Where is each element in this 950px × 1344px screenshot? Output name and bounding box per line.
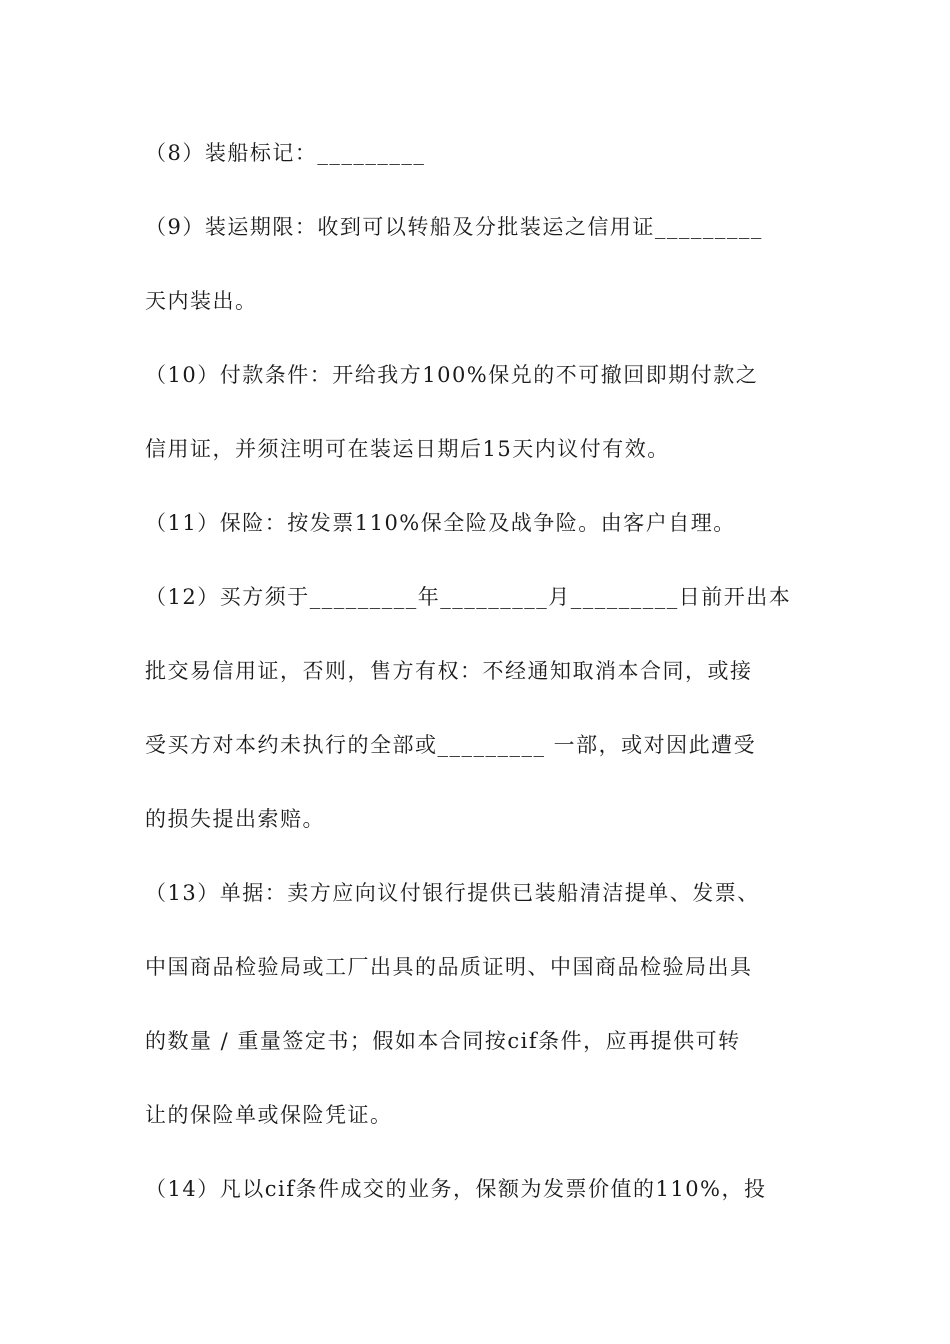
- clause-13-continuation-2: 的数量 / 重量签定书；假如本合同按cif条件，应再提供可转: [145, 1029, 741, 1053]
- clause-8-shipping-marks: （8）装船标记：_________: [145, 141, 426, 165]
- clause-13-continuation-3: 让的保险单或保险凭证。: [145, 1103, 393, 1127]
- clause-10-payment-terms: （10）付款条件：开给我方100%保兑的不可撤回即期付款之: [145, 363, 759, 387]
- clause-14-cif-insurance: （14）凡以cif条件成交的业务，保额为发票价值的110%，投: [145, 1177, 767, 1201]
- clause-12-credit-opening: （12）买方须于_________年_________月_________日前开出本: [145, 585, 792, 609]
- clause-9-shipment-period: （9）装运期限：收到可以转船及分批装运之信用证_________: [145, 215, 763, 239]
- clause-13-continuation-1: 中国商品检验局或工厂出具的品质证明、中国商品检验局出具: [145, 955, 753, 979]
- clause-12-continuation-2: 受买方对本约未执行的全部或_________ 一部，或对因此遭受: [145, 733, 757, 757]
- clause-13-documents: （13）单据：卖方应向议付银行提供已装船清洁提单、发票、: [145, 881, 760, 905]
- clause-12-continuation-3: 的损失提出索赔。: [145, 807, 325, 831]
- clause-11-insurance: （11）保险：按发票110%保全险及战争险。由客户自理。: [145, 511, 736, 535]
- clause-12-continuation-1: 批交易信用证，否则，售方有权：不经通知取消本合同，或接: [145, 659, 753, 683]
- clause-10-continuation: 信用证，并须注明可在装运日期后15天内议付有效。: [145, 437, 670, 461]
- clause-9-continuation: 天内装出。: [145, 289, 258, 313]
